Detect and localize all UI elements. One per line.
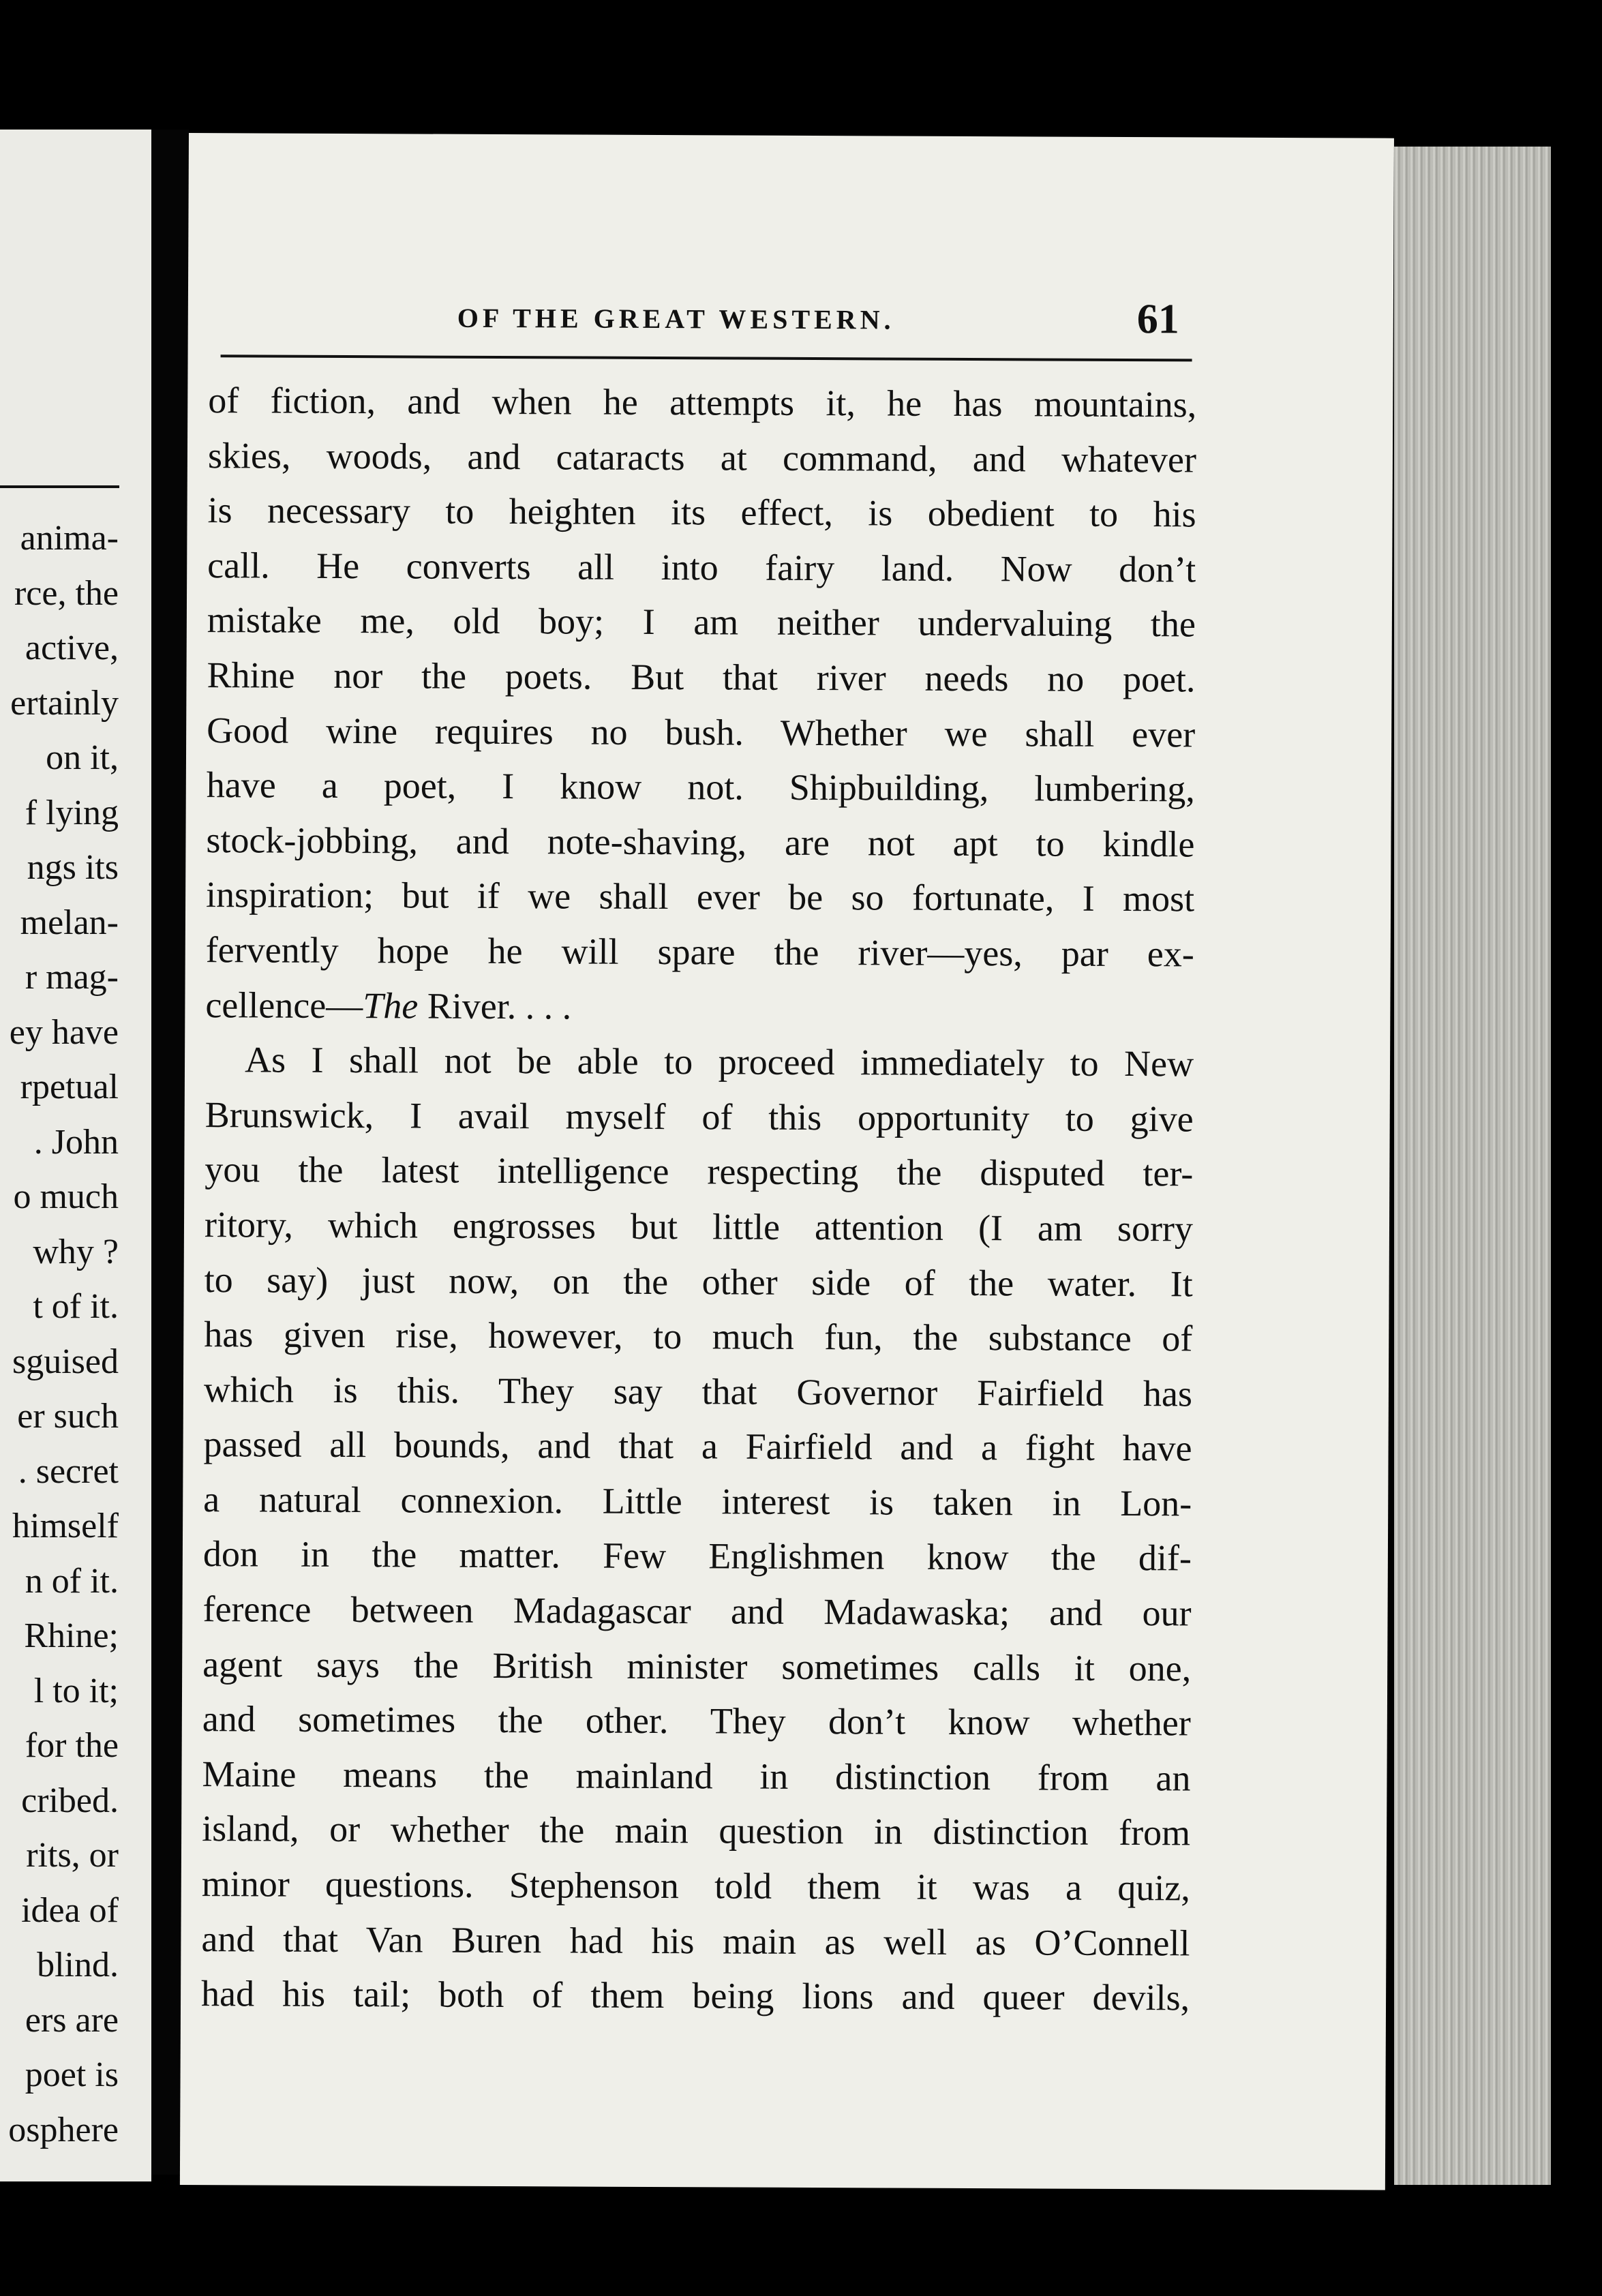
previous-page-line: er such bbox=[17, 1397, 119, 1436]
book-page bbox=[180, 133, 1394, 2190]
previous-page-line: poet is bbox=[25, 2055, 119, 2094]
text-line: inspiration; but if we shall ever be so fortunate, I most bbox=[205, 874, 1195, 920]
body-text bbox=[201, 373, 1197, 2025]
previous-page-line: ngs its bbox=[27, 848, 119, 887]
excellence-italic: The bbox=[363, 984, 419, 1027]
text-line: call. He converts all into fairy land. Now don’t bbox=[207, 544, 1196, 590]
previous-page-line: on it, bbox=[46, 738, 119, 777]
text-line: mistake me, old boy; I am neither undervaluing the bbox=[207, 599, 1196, 645]
text-line: have a poet, I know not. Shipbuilding, lumbering, bbox=[206, 764, 1195, 810]
previous-page-line: ers are bbox=[25, 2000, 119, 2040]
previous-page-line: l to it; bbox=[33, 1671, 119, 1710]
paragraph-start-line: As I shall not be able to proceed immediately to New bbox=[244, 1039, 1194, 1085]
previous-page-line: cribed. bbox=[21, 1781, 119, 1820]
previous-page-line: f lying bbox=[25, 793, 119, 832]
excellence-end: River. . . . bbox=[418, 985, 572, 1027]
text-line: Maine means the mainland in distinction from an bbox=[202, 1753, 1191, 1799]
text-line: ritory, which engrosses but little attention (I am sorry bbox=[204, 1204, 1194, 1250]
previous-page-header-rule bbox=[0, 485, 119, 488]
previous-page-line: t of it. bbox=[33, 1287, 119, 1326]
text-line: to say) just now, on the other side of the water. It bbox=[204, 1258, 1193, 1304]
text-line: don in the matter. Few Englishmen know the dif- bbox=[202, 1533, 1192, 1579]
previous-page-line: active, bbox=[25, 629, 119, 667]
previous-page-text bbox=[0, 511, 119, 2158]
previous-page-line: ertainly bbox=[10, 683, 119, 723]
previous-page-line: rpetual bbox=[20, 1068, 119, 1106]
previous-page-line: rits, or bbox=[26, 1836, 119, 1875]
previous-page-line: rce, the bbox=[14, 573, 119, 613]
text-line: Good wine requires no bush. Whether we shall ever bbox=[207, 709, 1196, 755]
text-line: and that Van Buren had his main as well as O’Connell bbox=[201, 1918, 1190, 1964]
text-line: passed all bounds, and that a Fairfield and a fight have bbox=[203, 1423, 1192, 1469]
previous-page-line: for the bbox=[25, 1726, 119, 1765]
text-line: ference between Madagascar and Madawaska; and our bbox=[202, 1588, 1192, 1634]
text-line: minor questions. Stephenson told them it was a quiz, bbox=[201, 1863, 1190, 1909]
previous-page-line: osphere bbox=[8, 2110, 119, 2149]
running-head-title: OF THE GREAT WESTERN. bbox=[457, 302, 895, 335]
previous-page-line: sguised bbox=[12, 1342, 119, 1381]
text-line: a natural connexion. Little interest is taken in Lon- bbox=[203, 1478, 1192, 1524]
previous-page-line: anima- bbox=[20, 519, 119, 558]
previous-page-line: . John bbox=[33, 1122, 119, 1162]
previous-page-line: o much bbox=[13, 1177, 119, 1216]
text-line: is necessary to heighten its effect, is obedient to his bbox=[207, 489, 1196, 535]
text-line: has given rise, however, to much fun, the substance of bbox=[204, 1314, 1193, 1359]
previous-page-line: blind. bbox=[37, 1946, 119, 1984]
text-line: agent says the British minister sometimes calls it one, bbox=[202, 1643, 1192, 1689]
text-line: and sometimes the other. They don’t know whether bbox=[202, 1698, 1191, 1744]
page-number: 61 bbox=[1136, 296, 1179, 343]
previous-page-line: melan- bbox=[20, 903, 119, 942]
excellence-start: cellence— bbox=[205, 984, 363, 1026]
text-line: you the latest intelligence respecting the disputed ter- bbox=[205, 1149, 1194, 1194]
text-line: had his tail; both of them being lions and queer devils, bbox=[200, 1973, 1190, 2019]
paragraph-end-line bbox=[205, 978, 1194, 1037]
text-line: Brunswick, I avail myself of this opportunity to give bbox=[205, 1093, 1194, 1140]
running-head bbox=[188, 291, 1189, 350]
text-line: which is this. They say that Governor Fairfield has bbox=[203, 1368, 1193, 1415]
previous-page-fragment bbox=[0, 130, 151, 2181]
header-rule bbox=[221, 354, 1192, 361]
text-line: Rhine nor the poets. But that river needs no poet. bbox=[207, 654, 1196, 700]
previous-page-line: Rhine; bbox=[24, 1616, 119, 1655]
text-line: stock-jobbing, and note-shaving, are not apt to kindle bbox=[206, 819, 1195, 865]
previous-page-line: . secret bbox=[18, 1451, 119, 1491]
text-line: skies, woods, and cataracts at command, and whatever bbox=[207, 434, 1197, 481]
previous-page-line: idea of bbox=[21, 1890, 119, 1930]
text-line: fervently hope he will spare the river—yes, par ex- bbox=[205, 929, 1194, 975]
previous-page-line: ey have bbox=[9, 1012, 119, 1052]
previous-page-line: r mag- bbox=[25, 958, 119, 997]
page-edge-stack bbox=[1394, 147, 1551, 2185]
previous-page-line: himself bbox=[12, 1507, 119, 1545]
previous-page-line: n of it. bbox=[25, 1561, 119, 1601]
text-line: of fiction, and when he attempts it, he has mountains, bbox=[208, 380, 1197, 425]
text-line: island, or whether the main question in distinction from bbox=[202, 1808, 1191, 1854]
previous-page-line: why ? bbox=[33, 1232, 119, 1271]
